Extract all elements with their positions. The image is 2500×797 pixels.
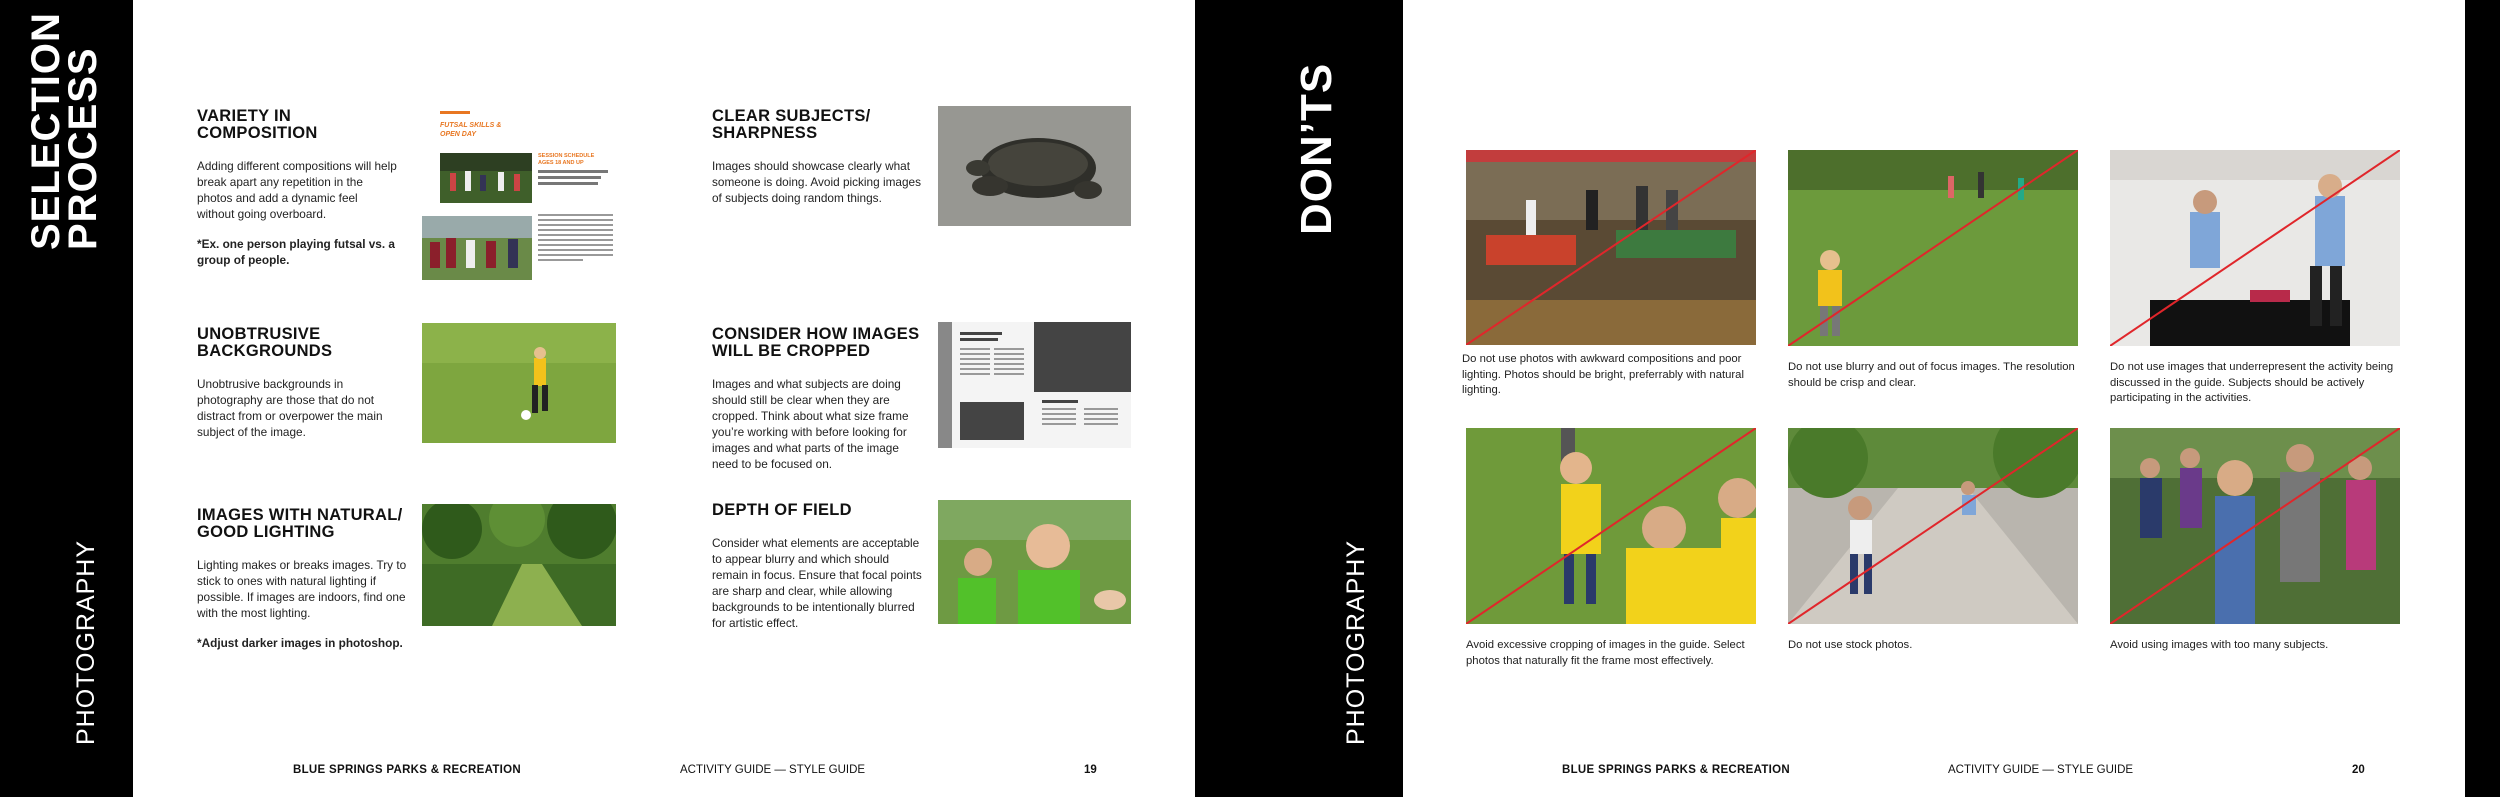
section-body: Adding different compositions will help break apart any repetition in the photos and add a dynamic feel without going overboard.: [197, 159, 397, 221]
section-lighting: [197, 507, 407, 665]
photo-dont-stock: [1788, 428, 2078, 624]
photo-turtle: [938, 106, 1131, 226]
vertical-title-donts: DON’TS: [1292, 62, 1341, 235]
section-title: CONSIDER HOW IMAGES WILL BE CROPPED: [712, 325, 920, 360]
section-depth-of-field: [712, 502, 922, 645]
right-spine: [1270, 0, 1403, 797]
section-body: Images should showcase clearly what someone is doing. Avoid picking images of subjects doing random things.: [712, 159, 921, 205]
vertical-label-photography: PHOTOGRAPHY: [72, 539, 100, 745]
mini-photo-group: [440, 153, 532, 203]
section-title: CLEAR SUBJECTS/ SHARPNESS: [712, 107, 871, 142]
section-cropped: [712, 326, 922, 486]
photo-dont-blurry: [1788, 150, 2078, 346]
section-title: DEPTH OF FIELD: [712, 501, 852, 519]
section-body: Lighting makes or breaks images. Try to stick to ones with natural lighting if possible. If images are indoors, find one with the most lighting.: [197, 558, 407, 620]
photo-trail-trees: [422, 504, 616, 626]
caption-cropping: Avoid excessive cropping of images in the guide. Select photos that naturally fit the frame most effectively.: [1466, 639, 1745, 667]
caption-too-many-subjects: Avoid using images with too many subjects.: [2110, 639, 2329, 651]
section-note: *Ex. one person playing futsal vs. a group of people.: [197, 237, 395, 267]
section-title: UNOBTRUSIVE BACKGROUNDS: [197, 325, 333, 360]
photo-dont-awkward-lighting: [1466, 150, 1756, 345]
footer-guide: ACTIVITY GUIDE — STYLE GUIDE: [680, 764, 866, 776]
caption-underrepresent: Do not use images that underrepresent the activity being discussed in the guide. Subjects should be actively participating in the activities.: [2110, 361, 2394, 404]
footer-guide: ACTIVITY GUIDE — STYLE GUIDE: [1948, 764, 2134, 776]
page-19: [0, 0, 1195, 797]
mini-subheading: SESSION SCHEDULE AGES 18 AND UP: [538, 153, 595, 166]
photo-dont-cropping: [1466, 428, 1756, 624]
thumbnail-sub-section-layout: [938, 322, 1131, 448]
section-body: Consider what elements are acceptable to appear blurry and which should remain in focus. Ensure that focal points are sharp and clear, while allowing backgrounds to be intentionally blurred for artistic effect.: [712, 536, 922, 630]
mini-photo-futsal: [422, 216, 532, 280]
photo-girl-soccer: [422, 323, 616, 443]
section-note: *Adjust darker images in photoshop.: [197, 636, 403, 650]
photo-dont-too-many-subjects: [2110, 428, 2400, 624]
footer-org: BLUE SPRINGS PARKS & RECREATION: [293, 764, 522, 776]
left-spine: [0, 0, 133, 797]
caption-stock: Do not use stock photos.: [1788, 639, 1913, 651]
section-title: VARIETY IN COMPOSITION: [197, 107, 318, 142]
photo-dont-underrepresent: [2110, 150, 2400, 346]
footer-org: BLUE SPRINGS PARKS & RECREATION: [1562, 764, 1791, 776]
mini-heading: FUTSAL SKILLS & OPEN DAY: [440, 122, 502, 138]
page-number: 19: [1084, 764, 1097, 776]
caption-awkward-lighting: Do not use photos with awkward compositions and poor lighting. Photos should be bright, preferrably with natural lighting.: [1462, 353, 1744, 396]
section-clear-subjects: [712, 108, 927, 220]
section-body: Unobtrusive backgrounds in photography are those that do not distract from or overpower the main subject of the image.: [197, 377, 383, 439]
page-20: [1270, 0, 2465, 797]
section-title: IMAGES WITH NATURAL/ GOOD LIGHTING: [197, 506, 403, 541]
page-number: 20: [2352, 764, 2365, 776]
section-body: Images and what subjects are doing should still be clear when they are cropped. Think about what size frame you’re working with before looking for images and what parts of the image need to be focused on.: [712, 377, 909, 471]
section-variety: [197, 108, 397, 282]
caption-blurry: Do not use blurry and out of focus images. The resolution should be crisp and clear.: [1788, 361, 2075, 389]
vertical-label-photography: PHOTOGRAPHY: [1342, 539, 1370, 745]
mini-layout-thumbnail: [422, 106, 617, 284]
vertical-title-selection-process: SELECTION PROCESS: [24, 12, 105, 250]
section-backgrounds: [197, 326, 407, 454]
photo-kids-smiling: [938, 500, 1131, 624]
